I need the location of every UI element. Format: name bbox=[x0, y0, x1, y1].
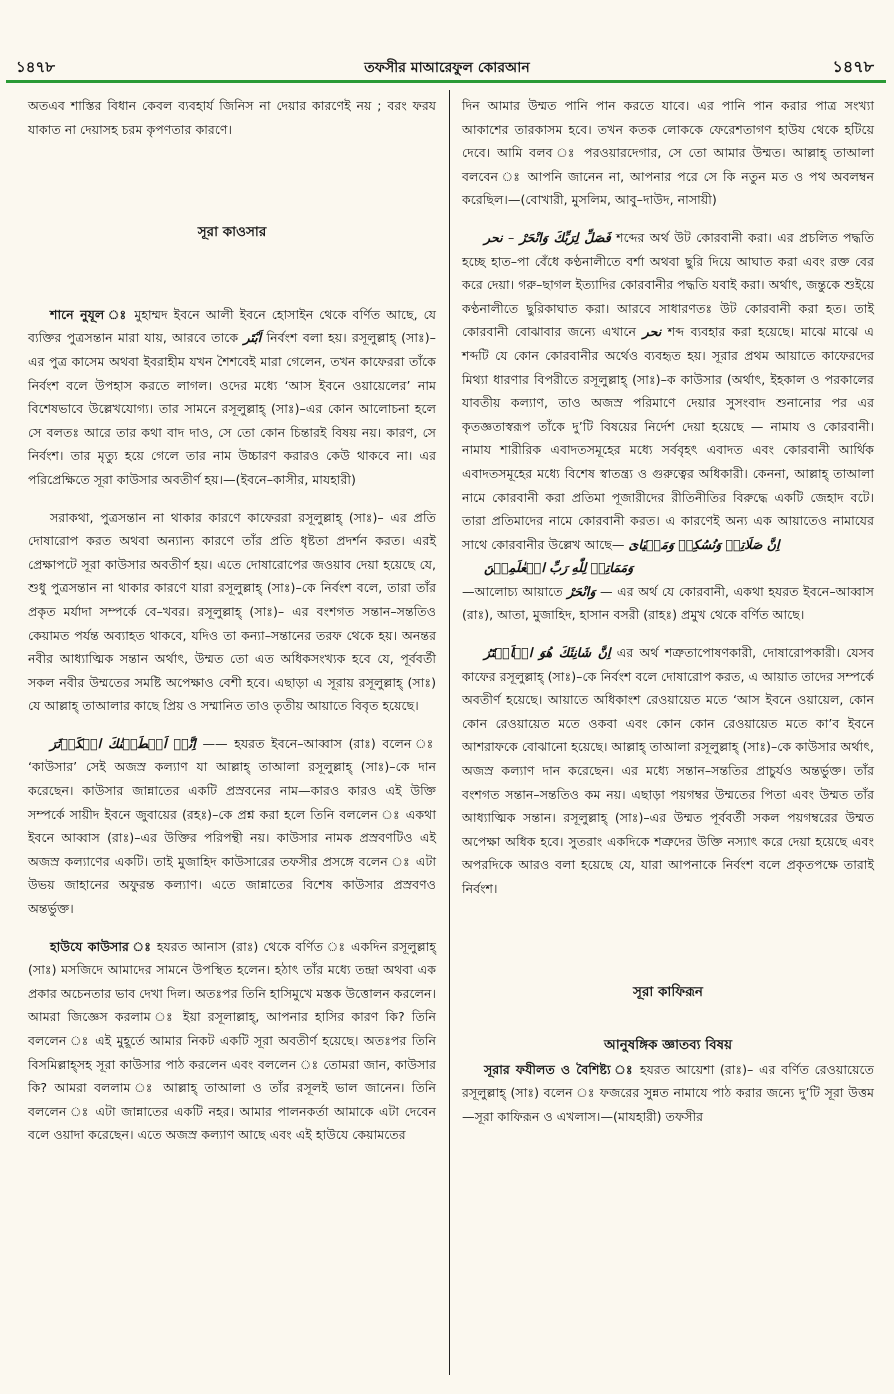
left-para-1-text: অতএব শাস্তির বিধান কেবল ব্যবহার্য জিনিস না দেয়ার কারণেই নয় ; বরং ফরয যাকাত না দেয়াসহ চরম কৃপণতার কারণে। bbox=[28, 98, 436, 137]
shane-nuzul-lead: শানে নুযূল ঃ bbox=[50, 306, 129, 322]
right-para-2b-text: শব্দ ব্যবহার করা হয়েছে। মাঝে মাঝে এ শব্দটি যে কোন কোরবানীর অর্থেও ব্যবহৃত হয়। সূরার প্রথম আয়াতে কাফেরদের মিথ্যা ধারণার বিপরীতে রসূলুল্লাহ্ (সাঃ)–ক কাউসার (অর্থাৎ, ইহকাল ও পরকালের যাবতীয় কল্যাণ, তাও অজস্র পরিমাণে দেয়ার সুসংবাদ শুনানোর পর এর কৃতজ্ঞতাস্বরূপ তাঁকে দু’টি বিষয়ের নির্দেশ দেয়া হয়েছে — নামায ও কোরবানী। নামায শারীরিক এবাদতসমূহের মধ্যে সর্ববৃহৎ এবাদত এবং কোরবানী আর্থিক এবাদতসমূহের মধ্যে বিশেষ স্বাতন্ত্র্য ও গুরুত্বের অধিকারী। কেননা, আল্লাহ্ তাআলা নামে কোরবানী করা প্রতিমা পূজারীদের রীতিনীতির বিরুদ্ধে একটি জেহাদ বটে। তারা প্রতিমাদের নামে কোরবানী করত। এ কারণেই অন্য এক আয়াতেও নামাযের সাথে কোরবানীর উল্লেখ আছে— bbox=[462, 324, 874, 552]
sura-kawsar-title: সূরা কাওসার bbox=[197, 224, 267, 241]
left-para-4-text: —— হযরত ইবনে–আব্বাস (রাঃ) বলেন ঃ ‘কাউসার’ সেই অজস্র কল্যাণ যা আল্লাহ্ তাআলা রসূলুল্লাহ্ (সাঃ)–কে দান করেছেন। কাউসার জান্নাতের একটি প্রস্রবনের নাম—কারও কারও এই উক্তি সম্পর্কে সায়ীদ ইবনে জুবায়ের (রহঃ)–কে প্রশ্ন করা হলে তিনি বললেন ঃ একথা ইবনে আব্বাস (রাঃ)–এর উক্তির পরিপন্থী নয়। কাউসার নামক প্রস্রবণটিও এই অজস্র কল্যাণের একটি। তাই মুজাহিদ কাউসারের তফসীর প্রসঙ্গে বলেন ঃ এটা উভয় জাহানের অফুরন্ত কল্যাণ। এতে জান্নাতের বিশেষ কাউসার প্রস্রবণও অন্তর্ভুক্ত। bbox=[28, 735, 437, 917]
arabic-ayah-1: اِنَّاۤ اَعۡطَيۡنٰكَ الۡكَوۡثَرَ bbox=[50, 735, 196, 751]
right-para-2-text: শব্দের অর্থ উট কোরবানী করা। এর প্রচলিত পদ্ধতি হচ্ছে হাত–পা বেঁধে কণ্ঠনালীতে বর্শা অথবা ছুরি দিয়ে আঘাত করা এবং রক্ত বের করে দেয়া। গরু–ছাগল ইত্যাদির কোরবানীর পদ্ধতি যবাই করা। অর্থাৎ, জন্তুকে শুইয়ে কণ্ঠনালীতে ছুরিকাঘাত করা। আরবে সাধারণতঃ উট কোরবানী করা হত। তাই কোরবানী বোঝাবার জন্যে এখানে bbox=[462, 229, 874, 340]
left-para-5 bbox=[28, 935, 436, 1147]
fazilat-lead: সূরার ফযীলত ও বৈশিষ্ট্য ঃ bbox=[484, 1061, 635, 1077]
arabic-ayah-salati: اِنَّ صَلَاتِىۡ وَنُسُكِىۡ وَمَحۡيَاىَ bbox=[628, 536, 780, 552]
arabic-ayah-mamati: وَمَمَاتِىۡ لِلّٰهِ رَبِّ الۡعٰلَمِيۡنَ bbox=[484, 560, 634, 576]
left-para-3 bbox=[28, 506, 436, 718]
page-number-right: ১৪৭৮ bbox=[832, 57, 874, 76]
left-para-2-text: মুহাম্মদ ইবনে আলী ইবনে হোসাইন থেকে বর্ণিত আছে, যে ব্যক্তির পুত্রসন্তান মারা যায়, আরবে তাকে bbox=[28, 306, 437, 346]
right-para-2c-text: —আলোচ্য আয়াতে bbox=[462, 583, 568, 599]
arabic-ayah-3: اِنَّ شَانِئَكَ هُوَ الۡاَبۡتَرُ bbox=[484, 645, 611, 661]
column-divider bbox=[449, 90, 450, 1375]
arabic-ayah-2: فَصَلِّ لِرَبِّكَ وَانْحَرْ bbox=[519, 229, 611, 245]
subsection-title: আনুষঙ্গিক জ্ঞাতব্য বিষয় bbox=[603, 1037, 733, 1054]
right-para-1 bbox=[462, 94, 874, 212]
running-title: তফসীর মাআরেফুল কোরআন bbox=[364, 60, 530, 76]
right-para-2d-text: — এর অর্থ যে কোরবানী, একথা হযরত ইবনে–আব্বাস (রাঃ), আতা, মুজাহিদ, হাসান বসরী (রাহঃ) প্রমুখ থেকে বর্ণিত আছে। bbox=[462, 583, 874, 623]
left-para-3-text: সরাকথা, পুত্রসন্তান না থাকার কারণে কাফেররা রসূলুল্লাহ্ (সাঃ)– এর প্রতি দোষারোপ করত অথবা অন্যান্য কারণে তাঁর প্রতি ধৃষ্টতা প্রদর্শন করত। এরই প্রেক্ষাপটে সূরা কাউসার অবতীর্ণ হয়। এতে দোষারোপের জওয়াব দেয়া হয়েছে যে, শুধু পুত্রসন্তান না থাকার কারণে যারা রসূলুল্লাহ্ (সাঃ)–কে নির্বংশ বলে, তারা তাঁর প্রকৃত মর্যাদা সম্পর্কে বে–খবর। রসূলুল্লাহ্ (সাঃ)– এর বংশগত সন্তান–সন্ততিও কেয়ামত পর্যন্ত অব্যাহত থাকবে, যদিও তা কন্যা–সন্তানের তরফ থেকে হয়। অনন্তর নবীর আধ্যাত্মিক সন্তান অর্থাৎ, উম্মত তো এত অধিকসংখ্যক হবে যে, পূর্ববর্তী সকল নবীর উম্মতের সমষ্টি অপেক্ষাও বেশী হবে। এছাড়া এ সূরায় রসূলুল্লাহ্ (সাঃ) যে আল্লাহ্ তাআলার কাছে প্রিয় ও সম্মানিত তাও তৃতীয় আয়াতে বিবৃত হয়েছে। bbox=[28, 509, 436, 714]
left-para-2b-text: নির্বংশ বলা হয়। রসূলুল্লাহ্ (সাঃ)–এর পুত্র কাসেম অথবা ইবরাহীম যখন শৈশবেই মারা গেলেন, তখন কাফেররা তাঁকে নির্বংশ বলে উপহাস করতে লাগল। ওদের মধ্যে ‘আস ইবনে ওয়ায়েলের’ নাম বিশেষভাবে উল্লেখযোগ্য। তার সামনে রসূলুল্লাহ্ (সাঃ)–এর কোন আলোচনা হলে সে বলতঃ আরে তার কথা বাদ দাও, সে তো কোন চিন্তারই বিষয় নয়। কারণ, সে নির্বংশ। তার মৃত্যু হয়ে গেলে তার নাম উচ্চারণ করারও কেউ থাকবে না। এর পরিপ্রেক্ষিতে সূরা কাউসার অবতীর্ণ হয়।—(ইবনে–কাসীর, মাযহারী) bbox=[28, 330, 436, 487]
left-para-1 bbox=[28, 94, 436, 141]
arabic-wanhar: وَانْحَرْ bbox=[567, 583, 596, 599]
right-para-2 bbox=[462, 226, 874, 627]
left-para-5-text: হযরত আনাস (রাঃ) থেকে বর্ণিত ঃ একদিন রসূলুল্লাহ্ (সাঃ) মসজিদে আমাদের সামনে উপস্থিত হলেন। হঠাৎ তাঁর মধ্যে তন্দ্রা অথবা এক প্রকার অচেনতার ভাব দেখা দিল। অতঃপর তিনি হাসিমুখে মস্তক উত্তোলন করলেন। আমরা জিজ্ঞেস করলাম ঃ ইয়া রসূলাল্লাহ্, আপনার হাসির কারণ কি? তিনি বললেন ঃ এই মুহূর্তে আমার নিকট একটি সূরা অবতীর্ণ হয়েছে। অতঃপর তিনি বিসমিল্লাহ্সহ সূরা কাউসার পাঠ করলেন এবং বললেন ঃ তোমরা জান, কাউসার কি? আমরা বললাম ঃ আল্লাহ্ তাআলা ও তাঁর রসূলই ভাল জানেন। তিনি বললেন ঃ এটা জান্নাতের একটি নহর। আমার পালনকর্তা আমাকে এটা দেবেন বলে ওয়াদা করেছেন। এতে অজস্র কল্যাণ আছে এবং এই হাউযে কেয়ামতের bbox=[28, 938, 436, 1143]
left-column bbox=[28, 94, 436, 1147]
hauze-kawsar-lead: হাউযে কাউসার ঃ bbox=[50, 938, 152, 954]
right-column bbox=[462, 94, 874, 1129]
right-para-4-text: হযরত আয়েশা (রাঃ)– এর বর্ণিত রেওয়ায়েতে রসূলুল্লাহ্ (সাঃ) বলেন ঃ ফজরের সুন্নত নামাযে পাঠ করার জন্যে দু’টি সূরা উত্তম —সূরা কাফিরূন ও এখলাস।—(মাযহারী) তফসীর bbox=[462, 1061, 874, 1124]
header-rule bbox=[6, 80, 886, 83]
arabic-nahr-2: نحر bbox=[642, 324, 662, 340]
page-number-left: ১৪৭৮ bbox=[16, 58, 55, 76]
page-header bbox=[0, 0, 894, 76]
arabic-nahr: نحر bbox=[484, 229, 503, 245]
right-para-1-text: দিন আমার উম্মত পানি পান করতে যাবে। এর পানি পান করার পাত্র সংখ্যা আকাশের তারকাসম হবে। তখন কতক লোককে ফেরেশতাগণ হাউয থেকে হটিয়ে দেবে। আমি বলব ঃ পরওয়ারদেগার, সে তো আমার উম্মত। আল্লাহ্ তাআলা বলবেন ঃ আপনি জানেন না, আপনার পরে সে কি নতুন মত ও পথ অবলম্বন করেছিল।—(বোখারী, মুসলিম, আবু–দাউদ, নাসায়ী) bbox=[462, 98, 874, 208]
sura-kafirun-title: সূরা কাফিরূন bbox=[633, 983, 703, 1000]
right-para-3 bbox=[462, 641, 874, 901]
right-para-4 bbox=[462, 1058, 874, 1129]
right-para-3-text: এর অর্থ শত্রুতাপোষণকারী, দোষারোপকারী। যেসব কাফের রসূলুল্লাহ্ (সাঃ)–কে নির্বংশ বলে দোষারোপ করত, এ আয়াত তাদের সম্পর্কে অবতীর্ণ হয়েছে। আয়াতে অধিকাংশ রেওয়ায়েত মতে ‘আস ইবনে ওয়ায়েল, কোন কোন রেওয়ায়েত মতে ওকবা এবং কোন কোন রেওয়ায়েত মতে কা’ব ইবনে আশরাফকে বোঝানো হয়েছে। আল্লাহ্ তাআলা রসূলুল্লাহ্ (সাঃ)–কে কাউসার অর্থাৎ, অজস্র কল্যাণ দান করেছেন। এর মধ্যে সন্তান–সন্ততির প্রাচুর্যও অন্তর্ভুক্ত। তাঁর বংশগত সন্তান–সন্ততিও কম নয়। এছাড়া পয়গম্বর উম্মতের পিতা এবং উম্মত তাঁর আধ্যাত্মিক সন্তান। রসূলুল্লাহ্ (সাঃ)–এর উম্মত পূর্ববর্তী সকল পয়গম্বরের উম্মত অপেক্ষা অধিক হবে। সুতরাং একদিকে শত্রুদের উক্তি নস্যাৎ করে দেয়া হয়েছে এবং অপরদিকে আরও বলা হয়েছে যে, যারা আপনাকে নির্বংশ বলে প্রকৃতপক্ষে তারাই নির্বংশ। bbox=[462, 645, 874, 896]
dash: – bbox=[502, 229, 520, 245]
arabic-abtar: اَبْتَر bbox=[243, 330, 262, 346]
left-para-2 bbox=[28, 303, 436, 492]
left-para-4 bbox=[28, 732, 436, 921]
